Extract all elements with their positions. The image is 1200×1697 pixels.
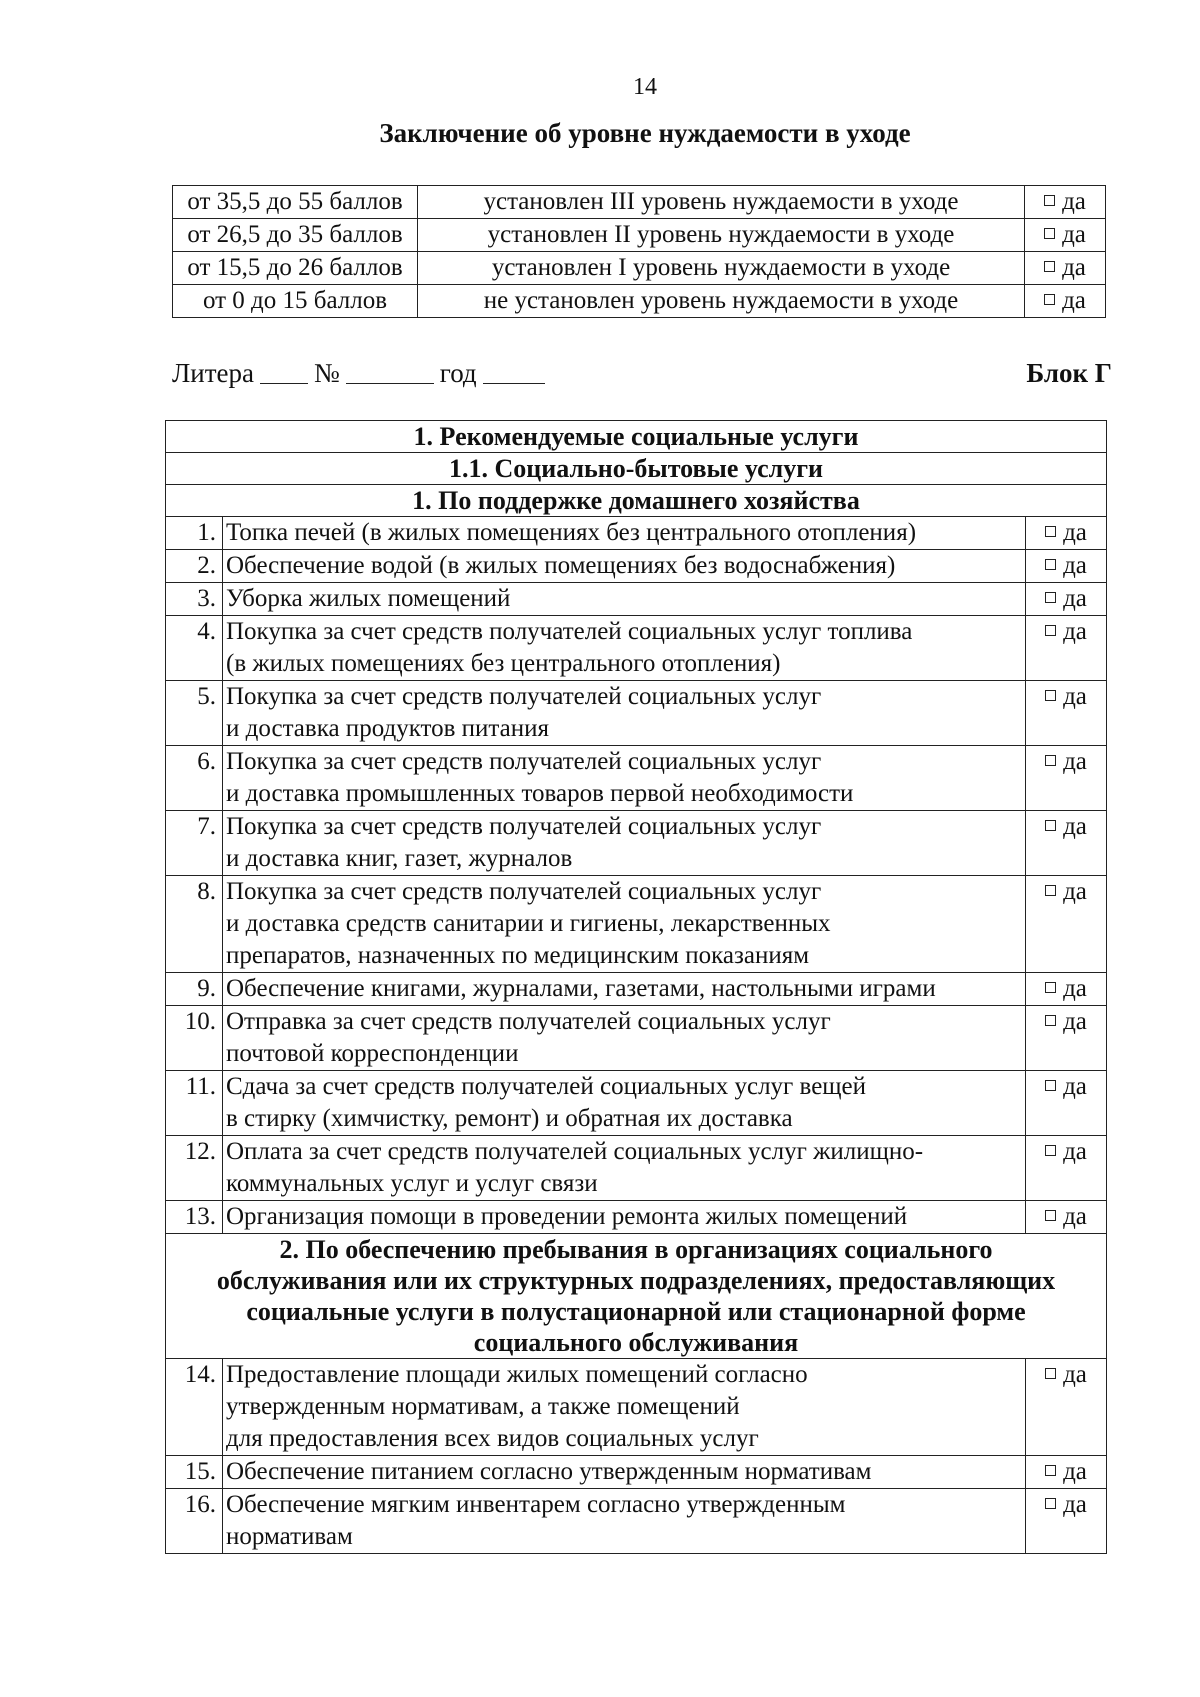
checkbox-label: да — [1063, 813, 1087, 840]
yes-checkbox[interactable] — [1025, 186, 1106, 219]
checkbox-label: да — [1063, 975, 1087, 1002]
checkbox-square-icon[interactable] — [1045, 690, 1056, 701]
checkbox-label: да — [1063, 1458, 1087, 1485]
yes-checkbox[interactable] — [1026, 1359, 1107, 1456]
service-row — [166, 1071, 1107, 1136]
services-heading-row — [166, 421, 1107, 453]
care-level-row — [173, 252, 1106, 285]
yes-checkbox[interactable] — [1026, 616, 1107, 681]
service-description — [223, 1071, 1026, 1136]
group-title-line: 1. По поддержке домашнего хозяйства — [412, 486, 860, 515]
service-description — [223, 1359, 1026, 1456]
service-description-line: и доставка книг, газет, журналов — [226, 845, 573, 872]
service-number: 2. — [166, 550, 223, 583]
checkbox-square-icon[interactable] — [1045, 820, 1056, 831]
number-field[interactable] — [346, 359, 434, 384]
number-label: № — [314, 358, 340, 388]
service-number: 14. — [166, 1359, 223, 1456]
service-description-line: Покупка за счет средств получателей социальных услуг — [226, 748, 822, 775]
service-description — [223, 517, 1026, 550]
group-title-line: социальные услуги в полустационарной или стационарной форме — [246, 1297, 1026, 1326]
checkbox-label: да — [1063, 1203, 1087, 1230]
service-description-line: Оплата за счет средств получателей социальных услуг жилищно- — [226, 1138, 924, 1165]
checkbox-square-icon[interactable] — [1044, 294, 1055, 305]
service-description — [223, 1456, 1026, 1489]
care-level-result: не установлен уровень нуждаемости в уходе — [418, 285, 1025, 318]
services-subheading: 1.1. Социально-бытовые услуги — [166, 453, 1107, 485]
service-group-row — [166, 485, 1107, 517]
service-row — [166, 1359, 1107, 1456]
service-number: 4. — [166, 616, 223, 681]
service-description — [223, 973, 1026, 1006]
service-description-line: Обеспечение водой (в жилых помещениях без водоснабжения) — [226, 552, 896, 579]
group-title-line: социального обслуживания — [473, 1328, 799, 1357]
service-row — [166, 746, 1107, 811]
service-description-line: для предоставления всех видов социальных услуг — [226, 1425, 759, 1452]
service-row — [166, 876, 1107, 973]
checkbox-square-icon[interactable] — [1045, 1368, 1056, 1379]
page-number: 14 — [633, 74, 657, 100]
service-group-title — [166, 485, 1107, 517]
checkbox-label: да — [1063, 683, 1087, 710]
yes-checkbox[interactable] — [1026, 876, 1107, 973]
service-description-line: Топка печей (в жилых помещениях без центрального отопления) — [226, 519, 917, 546]
checkbox-label: да — [1063, 878, 1087, 905]
yes-checkbox[interactable] — [1026, 1201, 1107, 1234]
block-label: Блок Г — [1026, 358, 1112, 388]
checkbox-square-icon[interactable] — [1044, 228, 1055, 239]
service-row — [166, 973, 1107, 1006]
service-description-line: (в жилых помещениях без центрального отопления) — [226, 650, 781, 677]
checkbox-square-icon[interactable] — [1045, 885, 1056, 896]
checkbox-square-icon[interactable] — [1045, 982, 1056, 993]
yes-checkbox[interactable] — [1026, 1456, 1107, 1489]
yes-checkbox[interactable] — [1026, 681, 1107, 746]
score-range: от 35,5 до 55 баллов — [173, 186, 418, 219]
checkbox-square-icon[interactable] — [1044, 195, 1055, 206]
checkbox-label: да — [1062, 221, 1086, 248]
service-description-line: и доставка средств санитарии и гигиены, лекарственных — [226, 910, 831, 937]
care-level-result: установлен II уровень нуждаемости в уходе — [418, 219, 1025, 252]
yes-checkbox[interactable] — [1026, 550, 1107, 583]
service-description-line: Уборка жилых помещений — [226, 585, 511, 612]
service-description — [223, 681, 1026, 746]
service-description-line: Сдача за счет средств получателей социальных услуг вещей — [226, 1073, 867, 1100]
service-number: 11. — [166, 1071, 223, 1136]
service-number: 5. — [166, 681, 223, 746]
group-title-line: обслуживания или их структурных подразделениях, предоставляющих — [216, 1266, 1056, 1295]
checkbox-square-icon[interactable] — [1045, 625, 1056, 636]
checkbox-square-icon[interactable] — [1045, 1145, 1056, 1156]
yes-checkbox[interactable] — [1026, 1071, 1107, 1136]
service-description-line: и доставка продуктов питания — [226, 715, 549, 742]
group-title-line: 2. По обеспечению пребывания в организациях социального — [279, 1235, 993, 1264]
service-description-line: Организация помощи в проведении ремонта жилых помещений — [226, 1203, 908, 1230]
service-row — [166, 583, 1107, 616]
service-description — [223, 616, 1026, 681]
service-description-line: в стирку (химчистку, ремонт) и обратная их доставка — [226, 1105, 793, 1132]
checkbox-label: да — [1062, 188, 1086, 215]
service-description-line: Обеспечение книгами, журналами, газетами, настольными играми — [226, 975, 936, 1002]
service-description — [223, 1201, 1026, 1234]
service-description — [223, 1489, 1026, 1554]
service-row — [166, 1489, 1107, 1554]
service-description-line: почтовой корреспонденции — [226, 1040, 519, 1067]
service-number: 13. — [166, 1201, 223, 1234]
yes-checkbox[interactable] — [1026, 517, 1107, 550]
service-number: 7. — [166, 811, 223, 876]
service-row — [166, 1136, 1107, 1201]
score-range: от 15,5 до 26 баллов — [173, 252, 418, 285]
checkbox-square-icon[interactable] — [1045, 1465, 1056, 1476]
checkbox-label: да — [1063, 1073, 1087, 1100]
service-row — [166, 616, 1107, 681]
checkbox-label: да — [1063, 519, 1087, 546]
checkbox-square-icon[interactable] — [1045, 526, 1056, 537]
service-number: 1. — [166, 517, 223, 550]
service-description-line: Обеспечение питанием согласно утвержденным нормативам — [226, 1458, 872, 1485]
checkbox-square-icon[interactable] — [1044, 261, 1055, 272]
service-description — [223, 583, 1026, 616]
service-row — [166, 1201, 1107, 1234]
service-number: 8. — [166, 876, 223, 973]
yes-checkbox[interactable] — [1026, 973, 1107, 1006]
checkbox-square-icon[interactable] — [1045, 1015, 1056, 1026]
care-level-row — [173, 186, 1106, 219]
yes-checkbox[interactable] — [1025, 285, 1106, 318]
recommended-services-table — [165, 420, 1107, 1554]
service-description-line: Покупка за счет средств получателей социальных услуг — [226, 813, 822, 840]
checkbox-label: да — [1063, 618, 1087, 645]
service-number: 3. — [166, 583, 223, 616]
service-row — [166, 811, 1107, 876]
service-number: 10. — [166, 1006, 223, 1071]
service-number: 15. — [166, 1456, 223, 1489]
service-row — [166, 681, 1107, 746]
checkbox-label: да — [1063, 1361, 1087, 1388]
service-description-line: Покупка за счет средств получателей социальных услуг — [226, 878, 822, 905]
service-row — [166, 550, 1107, 583]
checkbox-label: да — [1063, 585, 1087, 612]
yes-checkbox[interactable] — [1026, 583, 1107, 616]
checkbox-label: да — [1063, 552, 1087, 579]
service-group-title — [166, 1234, 1107, 1359]
yes-checkbox[interactable] — [1026, 811, 1107, 876]
score-range: от 26,5 до 35 баллов — [173, 219, 418, 252]
service-description — [223, 1136, 1026, 1201]
litera-field[interactable] — [260, 359, 308, 384]
checkbox-square-icon[interactable] — [1045, 592, 1056, 603]
litera-label: Литера — [172, 358, 255, 388]
checkbox-label: да — [1062, 287, 1086, 314]
service-description — [223, 550, 1026, 583]
service-number: 16. — [166, 1489, 223, 1554]
record-fields — [172, 358, 1112, 392]
yes-checkbox[interactable] — [1025, 252, 1106, 285]
checkbox-square-icon[interactable] — [1045, 1210, 1056, 1221]
service-description — [223, 1006, 1026, 1071]
service-row — [166, 517, 1107, 550]
service-description — [223, 811, 1026, 876]
yes-checkbox[interactable] — [1026, 1136, 1107, 1201]
care-level-result: установлен I уровень нуждаемости в уходе — [418, 252, 1025, 285]
service-description-line: Отправка за счет средств получателей социальных услуг — [226, 1008, 831, 1035]
care-level-table — [172, 185, 1106, 318]
yes-checkbox[interactable] — [1026, 746, 1107, 811]
service-group-row — [166, 1234, 1107, 1359]
care-level-result: установлен III уровень нуждаемости в уходе — [418, 186, 1025, 219]
yes-checkbox[interactable] — [1025, 219, 1106, 252]
checkbox-label: да — [1063, 748, 1087, 775]
service-description-line: Предоставление площади жилых помещений согласно — [226, 1361, 808, 1388]
service-description-line: и доставка промышленных товаров первой необходимости — [226, 780, 854, 807]
services-heading: 1. Рекомендуемые социальные услуги — [166, 421, 1107, 453]
checkbox-square-icon[interactable] — [1045, 559, 1056, 570]
checkbox-label: да — [1063, 1491, 1087, 1518]
checkbox-label: да — [1063, 1138, 1087, 1165]
checkbox-label: да — [1063, 1008, 1087, 1035]
checkbox-label: да — [1062, 254, 1086, 281]
document-title: Заключение об уровне нуждаемости в уходе — [379, 118, 911, 148]
care-level-row — [173, 219, 1106, 252]
service-description-line: Покупка за счет средств получателей социальных услуг — [226, 683, 822, 710]
service-description-line: Покупка за счет средств получателей социальных услуг топлива — [226, 618, 913, 645]
service-number: 6. — [166, 746, 223, 811]
service-number: 12. — [166, 1136, 223, 1201]
checkbox-square-icon[interactable] — [1045, 1080, 1056, 1091]
service-number: 9. — [166, 973, 223, 1006]
services-subheading-row — [166, 453, 1107, 485]
checkbox-square-icon[interactable] — [1045, 1498, 1056, 1509]
score-range: от 0 до 15 баллов — [173, 285, 418, 318]
year-field[interactable] — [483, 359, 545, 384]
yes-checkbox[interactable] — [1026, 1489, 1107, 1554]
service-description — [223, 746, 1026, 811]
service-description-line: Обеспечение мягким инвентарем согласно утвержденным — [226, 1491, 846, 1518]
service-description-line: утвержденным нормативам, а также помещений — [226, 1393, 740, 1420]
service-description — [223, 876, 1026, 973]
service-description-line: нормативам — [226, 1523, 353, 1550]
care-level-row — [173, 285, 1106, 318]
service-row — [166, 1456, 1107, 1489]
service-row — [166, 1006, 1107, 1071]
yes-checkbox[interactable] — [1026, 1006, 1107, 1071]
year-label: год — [439, 358, 477, 388]
service-description-line: коммунальных услуг и услуг связи — [226, 1170, 598, 1197]
service-description-line: препаратов, назначенных по медицинским показаниям — [226, 942, 810, 969]
checkbox-square-icon[interactable] — [1045, 755, 1056, 766]
